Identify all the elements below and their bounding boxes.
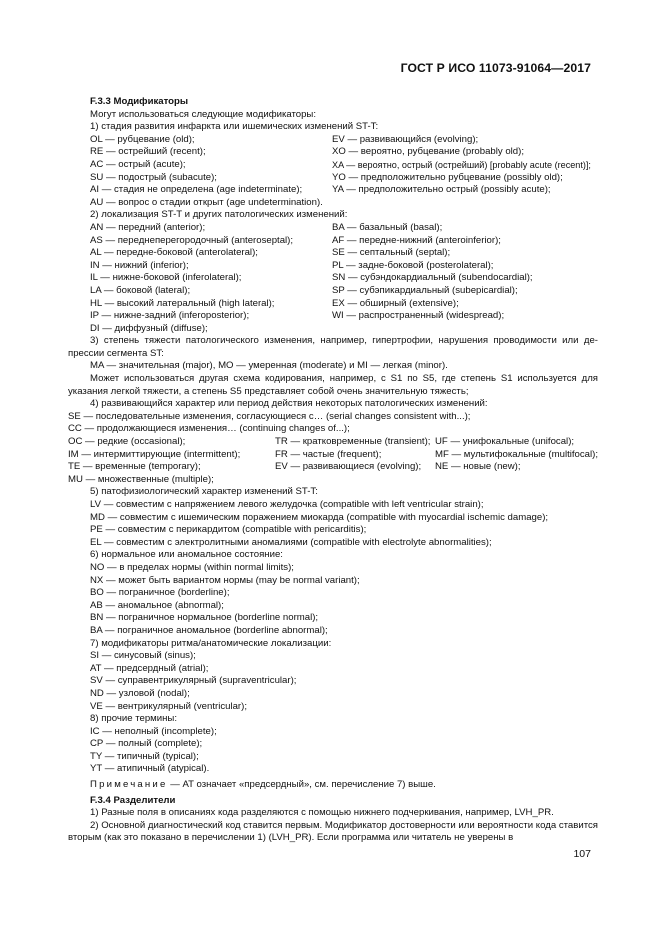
modifier-entry: IN — нижний (inferior); [90, 259, 189, 271]
modifier-entry: IL — нижне-боковой (inferolateral); [90, 272, 242, 284]
modifier-line: CP — полный (complete); [90, 738, 203, 750]
section-title-f34: F.3.4 Разделители [90, 794, 176, 806]
modifier-entry: BA — базальный (basal); [332, 221, 443, 233]
modifier-line: BN — пограничное нормальное (borderline normal); [90, 612, 319, 624]
modifier-entry: SN — субэндокардиальный (subendocardial); [332, 272, 533, 284]
modifier-line: YT — атипичный (atypical). [90, 763, 210, 775]
modifier-entry: AN — передний (anterior); [90, 221, 206, 233]
modifier-list-rhythm [90, 650, 598, 713]
modifier-entry: TE — временные (temporary); [68, 461, 201, 473]
modifier-line: AB — аномальное (abnormal); [90, 599, 224, 611]
modifier-row [68, 449, 598, 462]
modifier-line: EL — совместим с электролитными аномалиями (compatible with electrolyte abnormalities); [90, 536, 492, 548]
body-paragraph: 1) Разные поля в описаниях кода разделяются с помощью нижнего подчеркивания, например, LVH_PR. [90, 807, 554, 819]
modifier-line: AU — вопрос о стадии открыт (age undetermination). [90, 196, 323, 208]
modifier-row [68, 461, 598, 474]
modifier-entry: WI — распространенный (widespread); [332, 310, 505, 322]
modifier-line: IC — неполный (incomplete); [90, 725, 217, 737]
body-paragraph: Может использоваться другая схема кодирования, например, с S1 по S5, где степень S1 используется для указания легкой тяжести, а степень S5 представляет собой очень значительную тяжесть; [68, 373, 598, 397]
modifier-entry: IM — интермиттирующие (intermittent); [68, 448, 241, 460]
list-item-title: 7) модификаторы ритма/анатомические локализации: [90, 637, 332, 649]
modifier-entry: YO — предположительно рубцевание (possibly old); [332, 171, 563, 183]
modifier-row [68, 436, 598, 449]
page-content [68, 96, 599, 845]
modifier-row [90, 285, 598, 298]
modifier-line: CC — продолжающиеся изменения… (continuing changes of...); [68, 423, 350, 435]
modifier-entry: OL — рубцевание (old); [90, 133, 195, 145]
modifier-entry: EV — развивающиеся (evolving); [275, 461, 422, 473]
modifier-entry: FR — частые (frequent); [275, 448, 382, 460]
modifier-row [90, 222, 598, 235]
modifier-line: BO — пограничное (borderline); [90, 587, 230, 599]
modifier-entry: EV — развивающийся (evolving); [332, 133, 479, 145]
modifier-line: BA — пограничное аномальное (borderline abnormal); [90, 624, 328, 636]
modifier-list-normality [90, 562, 598, 638]
modifier-entry: AS — переднеперегородочный (anteroseptal); [90, 234, 294, 246]
modifier-entry: AL — передне-боковой (anterolateral); [90, 247, 258, 259]
modifier-line: AT — предсердный (atrial); [90, 662, 209, 674]
modifier-table-localization [90, 222, 598, 323]
modifier-row [90, 298, 598, 311]
modifier-entry: LA — боковой (lateral); [90, 284, 191, 296]
modifier-line: VE — вентрикулярный (ventricular); [90, 700, 247, 712]
modifier-list-other [90, 726, 598, 776]
modifier-entry: TR — кратковременные (transient); [275, 436, 431, 448]
list-item-title: 1) стадия развития инфаркта или ишемических изменений ST-T: [90, 121, 379, 133]
modifier-entry: XO — вероятно, рубцевание (probably old); [332, 146, 524, 158]
list-item-title: 5) патофизиологический характер изменений ST-T: [90, 486, 318, 498]
list-item-title: 6) нормальное или аномальное состояние: [90, 549, 283, 561]
modifier-line: DI — диффузный (diffuse); [90, 322, 208, 334]
modifier-entry: YA — предположительно острый (possibly acute); [332, 184, 551, 196]
modifier-line: NX — может быть вариантом нормы (may be normal variant); [90, 574, 360, 586]
modifier-line: SV — суправентрикулярный (supraventricular); [90, 675, 297, 687]
modifier-table-temporal [68, 436, 599, 474]
modifier-line: MD — совместим с ишемическим поражением миокарда (compatible with myocardial ischemic damage); [90, 511, 549, 523]
modifier-row [90, 134, 598, 147]
list-item-paragraph: 3) степень тяжести патологического изменения, например, гипертрофии, нарушения проводимости или де-прессии сегмента ST: [68, 335, 598, 359]
modifier-entry: RE — острейший (recent); [90, 146, 206, 158]
modifier-entry: IP — нижне-задний (inferoposterior); [90, 310, 250, 322]
note-text: — AT означает «предсердный», см. перечисление 7) выше. [167, 779, 436, 791]
list-item-title: 4) развивающийся характер или период действия некоторых патологических изменений: [90, 398, 488, 410]
page-number: 107 [573, 848, 591, 860]
modifier-entry: SP — субэпикардиальный (subepicardial); [332, 284, 518, 296]
section-intro: Могут использоваться следующие модификаторы: [90, 108, 316, 120]
modifier-entry: OC — редкие (occasional); [68, 436, 186, 448]
modifier-entry: SU — подострый (subacute); [90, 171, 217, 183]
list-item-title: 8) прочие термины: [90, 713, 177, 725]
modifier-row [90, 310, 598, 323]
note-label: Примечание [90, 779, 168, 791]
modifier-entry: UF — унифокальные (unifocal); [435, 436, 575, 448]
modifier-line: MU — множественные (multiple); [68, 473, 214, 485]
modifier-row [90, 247, 598, 260]
modifier-row [90, 184, 598, 197]
modifier-row [90, 172, 598, 185]
list-item-title: 2) локализация ST-T и других патологических изменений: [90, 209, 348, 221]
modifier-entry: MF — мультифокальные (multifocal); [435, 448, 599, 460]
modifier-line: SI — синусовый (sinus); [90, 650, 196, 662]
modifier-entry: AI — стадия не определена (age indeterminate); [90, 184, 303, 196]
modifier-row [90, 159, 598, 172]
modifier-row [90, 272, 598, 285]
modifier-line: TY — типичный (typical); [90, 750, 199, 762]
modifier-table-infarct-stage [90, 134, 598, 197]
modifier-line: SE — последовательные изменения, согласующиеся с… (serial changes consistent with...); [68, 410, 471, 422]
modifier-entry: AF — передне-нижний (anteroinferior); [332, 234, 501, 246]
modifier-entry: NE — новые (new); [435, 461, 521, 473]
modifier-line: LV — совместим с напряжением левого желудочка (compatible with left ventricular strain); [90, 499, 484, 510]
modifier-row [90, 260, 598, 273]
modifier-entry: PL — задне-боковой (posterolateral); [332, 259, 494, 271]
modifier-row [90, 146, 598, 159]
body-paragraph: 2) Основной диагностический код ставится первым. Модификатор достоверности или вероятности кода ставится вторым (как это показано в перечислении 1) (LVH_PR). Если программа или читатель не уверены в [68, 819, 598, 844]
modifier-line: MA — значительная (major), MO — умеренная (moderate) и MI — легкая (minor). [90, 360, 448, 372]
modifier-entry: AC — острый (acute); [90, 158, 186, 170]
document-header: ГОСТ Р ИСО 11073-91064—2017 [400, 61, 591, 75]
modifier-entry: XA — вероятно, острый (острейший) [probably acute (recent)]; [332, 159, 591, 170]
section-title-f33: F.3.3 Модификаторы [90, 96, 189, 107]
modifier-list-pathophysiology [90, 499, 598, 549]
modifier-entry: SE — септальный (septal); [332, 247, 451, 259]
modifier-line: PE — совместим с перикардитом (compatible with pericarditis); [90, 524, 367, 536]
modifier-entry: HL — высокий латеральный (high lateral); [90, 297, 275, 309]
modifier-row [90, 235, 598, 248]
modifier-line: NO — в пределах нормы (within normal limits); [90, 561, 294, 573]
modifier-line: ND — узловой (nodal); [90, 687, 190, 699]
note [90, 779, 598, 792]
modifier-entry: EX — обширный (extensive); [332, 297, 459, 309]
